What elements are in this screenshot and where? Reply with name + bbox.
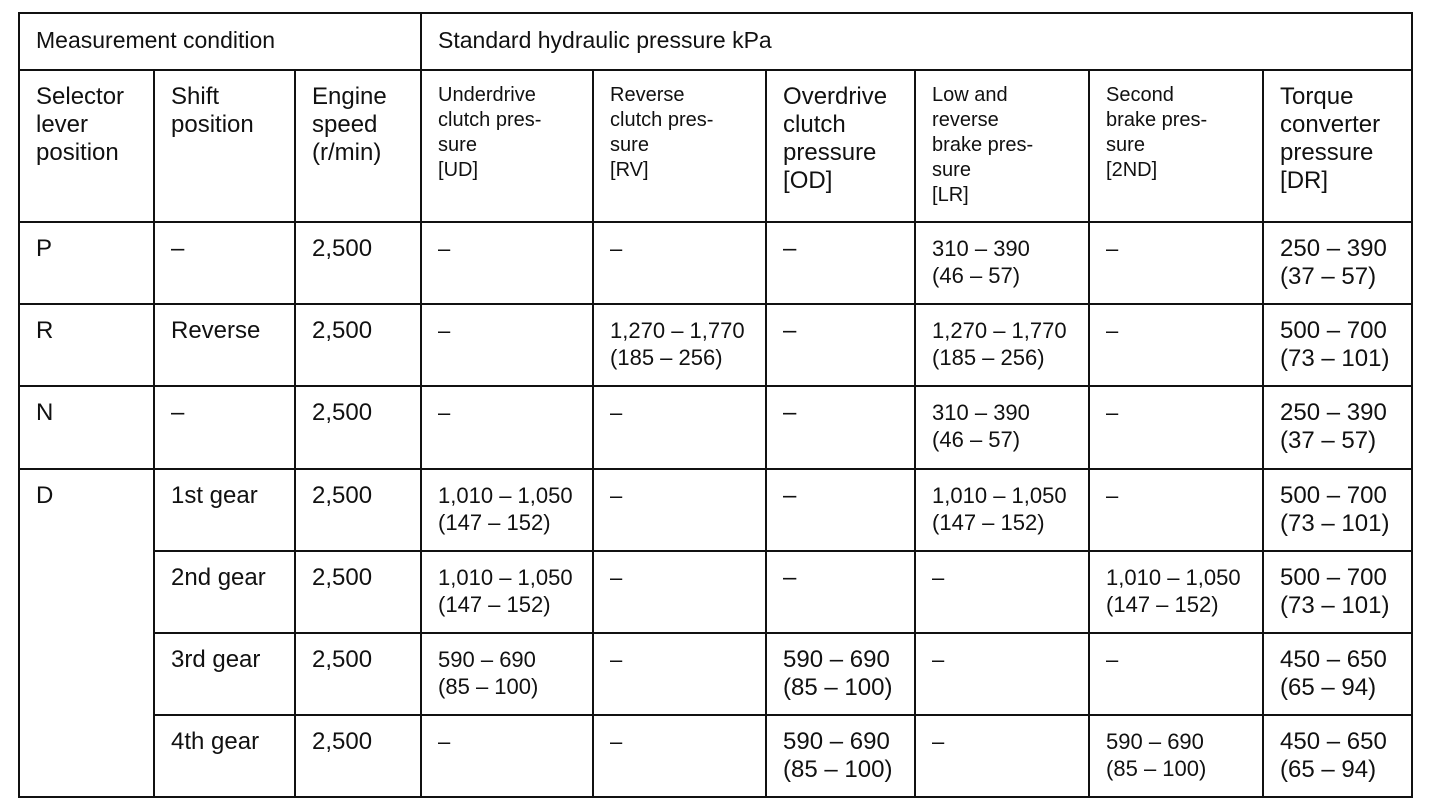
cell-selector: R xyxy=(19,304,154,386)
cell-dr: 500 – 700 (73 – 101) xyxy=(1263,469,1412,551)
col-header-dr: Torque converter pressure [DR] xyxy=(1263,70,1412,222)
cell-lr: 310 – 390 (46 – 57) xyxy=(915,222,1089,304)
cell-lr: 310 – 390 (46 – 57) xyxy=(915,386,1089,468)
cell-ud: – xyxy=(421,222,593,304)
cell-shift: 1st gear xyxy=(154,469,295,551)
table-row-d-4th xyxy=(19,715,1412,797)
cell-od: 590 – 690 (85 – 100) xyxy=(766,715,915,797)
cell-rv: – xyxy=(593,386,766,468)
cell-shift: Reverse xyxy=(154,304,295,386)
cell-engine: 2,500 xyxy=(295,633,421,715)
cell-rv: – xyxy=(593,469,766,551)
cell-engine: 2,500 xyxy=(295,551,421,633)
cell-ud: 1,010 – 1,050 (147 – 152) xyxy=(421,551,593,633)
cell-shift: 3rd gear xyxy=(154,633,295,715)
col-header-od: Overdrive clutch pressure [OD] xyxy=(766,70,915,222)
cell-od: – xyxy=(766,304,915,386)
cell-dr: 250 – 390 (37 – 57) xyxy=(1263,386,1412,468)
cell-2nd: 1,010 – 1,050 (147 – 152) xyxy=(1089,551,1263,633)
cell-dr: 250 – 390 (37 – 57) xyxy=(1263,222,1412,304)
standard-pressure-header: Standard hydraulic pressure kPa xyxy=(421,13,1412,70)
cell-shift: 4th gear xyxy=(154,715,295,797)
table-row-d-2nd xyxy=(19,551,1412,633)
col-header-rv: Reverse clutch pres- sure [RV] xyxy=(593,70,766,222)
cell-od: – xyxy=(766,222,915,304)
cell-od: 590 – 690 (85 – 100) xyxy=(766,633,915,715)
cell-ud: 1,010 – 1,050 (147 – 152) xyxy=(421,469,593,551)
cell-lr: 1,010 – 1,050 (147 – 152) xyxy=(915,469,1089,551)
column-header-row xyxy=(19,70,1412,222)
cell-od: – xyxy=(766,551,915,633)
cell-engine: 2,500 xyxy=(295,715,421,797)
cell-ud: – xyxy=(421,715,593,797)
table-row-n xyxy=(19,386,1412,468)
cell-ud: 590 – 690 (85 – 100) xyxy=(421,633,593,715)
cell-engine: 2,500 xyxy=(295,222,421,304)
table-row-r xyxy=(19,304,1412,386)
group-header-row xyxy=(19,13,1412,70)
cell-engine: 2,500 xyxy=(295,304,421,386)
cell-2nd: – xyxy=(1089,469,1263,551)
cell-2nd: – xyxy=(1089,222,1263,304)
cell-selector: P xyxy=(19,222,154,304)
table-row-d-1st xyxy=(19,469,1412,551)
col-header-lr: Low and reverse brake pres- sure [LR] xyxy=(915,70,1089,222)
cell-lr: – xyxy=(915,551,1089,633)
cell-rv: – xyxy=(593,715,766,797)
col-header-engine: Engine speed (r/min) xyxy=(295,70,421,222)
cell-2nd: – xyxy=(1089,304,1263,386)
cell-engine: 2,500 xyxy=(295,386,421,468)
cell-2nd: 590 – 690 (85 – 100) xyxy=(1089,715,1263,797)
cell-rv: 1,270 – 1,770 (185 – 256) xyxy=(593,304,766,386)
cell-dr: 500 – 700 (73 – 101) xyxy=(1263,551,1412,633)
hydraulic-pressure-table xyxy=(18,12,1413,798)
cell-ud: – xyxy=(421,386,593,468)
cell-selector: N xyxy=(19,386,154,468)
measurement-condition-header: Measurement condition xyxy=(19,13,421,70)
cell-dr: 450 – 650 (65 – 94) xyxy=(1263,715,1412,797)
cell-rv: – xyxy=(593,551,766,633)
col-header-selector: Selector lever position xyxy=(19,70,154,222)
table-row-p xyxy=(19,222,1412,304)
cell-2nd: – xyxy=(1089,633,1263,715)
cell-shift: 2nd gear xyxy=(154,551,295,633)
cell-od: – xyxy=(766,386,915,468)
col-header-shift: Shift position xyxy=(154,70,295,222)
cell-2nd: – xyxy=(1089,386,1263,468)
cell-dr: 450 – 650 (65 – 94) xyxy=(1263,633,1412,715)
cell-lr: – xyxy=(915,633,1089,715)
cell-dr: 500 – 700 (73 – 101) xyxy=(1263,304,1412,386)
cell-od: – xyxy=(766,469,915,551)
table-row-d-3rd xyxy=(19,633,1412,715)
cell-ud: – xyxy=(421,304,593,386)
cell-rv: – xyxy=(593,633,766,715)
cell-shift: – xyxy=(154,386,295,468)
cell-rv: – xyxy=(593,222,766,304)
cell-selector: D xyxy=(19,469,154,797)
cell-engine: 2,500 xyxy=(295,469,421,551)
cell-shift: – xyxy=(154,222,295,304)
cell-lr: – xyxy=(915,715,1089,797)
cell-lr: 1,270 – 1,770 (185 – 256) xyxy=(915,304,1089,386)
col-header-2nd: Second brake pres- sure [2ND] xyxy=(1089,70,1263,222)
col-header-ud: Underdrive clutch pres- sure [UD] xyxy=(421,70,593,222)
